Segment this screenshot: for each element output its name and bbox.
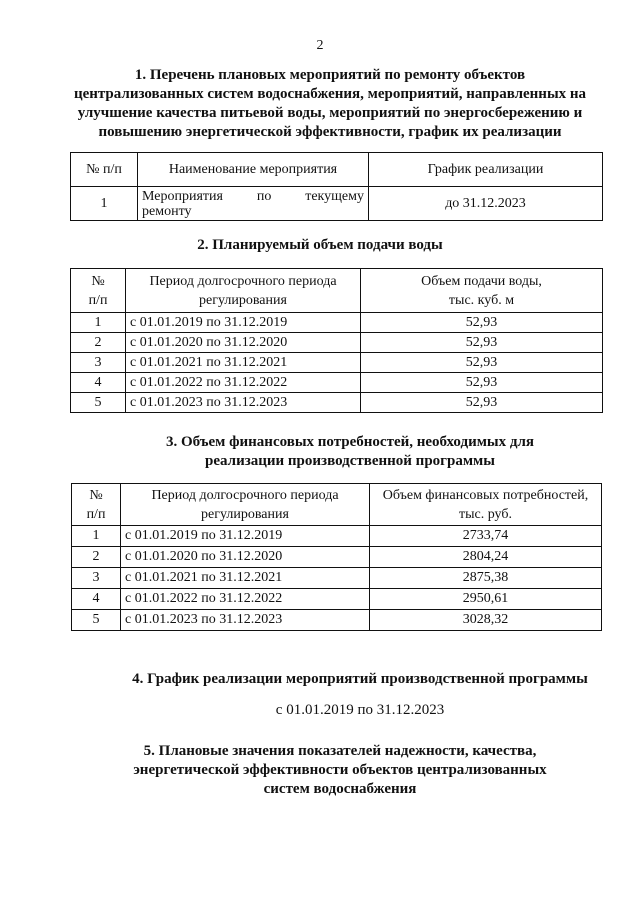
value: 52,93 (361, 373, 603, 393)
row-number: 2 (71, 333, 126, 353)
period: с 01.01.2022 по 31.12.2022 (126, 373, 361, 393)
row-number: 1 (71, 187, 138, 221)
table-header-row (71, 153, 603, 187)
period: с 01.01.2020 по 31.12.2020 (121, 547, 370, 568)
period: с 01.01.2023 по 31.12.2023 (126, 393, 361, 413)
header-line: Период долгосрочного периода (151, 487, 339, 503)
period: с 01.01.2020 по 31.12.2020 (126, 333, 361, 353)
value: 52,93 (361, 353, 603, 373)
activity-name-word: текущему (305, 188, 364, 204)
header-cell (370, 484, 602, 526)
table-row (72, 610, 602, 631)
section4-period: с 01.01.2019 по 31.12.2023 (275, 702, 445, 718)
period: с 01.01.2023 по 31.12.2023 (121, 610, 370, 631)
header-cell: Наименование мероприятия (138, 153, 369, 187)
table-row (71, 353, 603, 373)
section5-heading (70, 742, 610, 799)
header-line: п/п (86, 506, 106, 522)
header-line: тыс. куб. м (448, 292, 515, 308)
table-header-row (71, 269, 603, 313)
table-row (71, 313, 603, 333)
row-number: 3 (72, 568, 121, 589)
header-line: № (91, 273, 105, 289)
section5-heading-line: 5. Плановые значения показателей надежности, качества, (143, 743, 537, 759)
value: 52,93 (361, 313, 603, 333)
table-row (72, 568, 602, 589)
table-header-row (72, 484, 602, 526)
header-cell: № п/п (71, 153, 138, 187)
activity-name-word: по (256, 188, 272, 204)
section3-heading-line: реализации производственной программы (205, 453, 495, 469)
table-row (72, 526, 602, 547)
section1-heading-line: улучшение качества питьевой воды, мероприятий по энергосбережению и (77, 105, 583, 121)
header-line: регулирования (199, 292, 287, 308)
row-number: 3 (71, 353, 126, 373)
table-row (71, 373, 603, 393)
section3-heading (70, 433, 630, 471)
activities-table (70, 152, 603, 221)
value: 52,93 (361, 393, 603, 413)
section1-heading-line: централизованных систем водоснабжения, мероприятий, направленных на (73, 86, 587, 102)
section1-heading (60, 66, 600, 142)
period: с 01.01.2021 по 31.12.2021 (121, 568, 370, 589)
financial-needs-table (71, 483, 602, 631)
row-number: 2 (72, 547, 121, 568)
section1-heading-line: повышению энергетической эффективности, график их реализации (98, 124, 562, 140)
value: 3028,32 (370, 610, 602, 631)
header-cell (126, 269, 361, 313)
row-number: 5 (71, 393, 126, 413)
header-cell: График реализации (369, 153, 603, 187)
section4-heading: 4. График реализации мероприятий производственной программы (132, 671, 588, 687)
section1-heading-line: 1. Перечень плановых мероприятий по ремонту объектов (134, 67, 526, 83)
header-cell (361, 269, 603, 313)
table-row (71, 187, 603, 221)
page-number: 2 (316, 38, 324, 53)
value: 52,93 (361, 333, 603, 353)
header-cell (72, 484, 121, 526)
period: с 01.01.2022 по 31.12.2022 (121, 589, 370, 610)
section2-heading: 2. Планируемый объем подачи воды (197, 237, 443, 253)
header-cell (121, 484, 370, 526)
value: 2950,61 (370, 589, 602, 610)
header-line: тыс. руб. (459, 506, 512, 522)
header-line: Объем подачи воды, (421, 273, 542, 289)
row-number: 1 (72, 526, 121, 547)
header-line: регулирования (201, 506, 289, 522)
row-number: 4 (71, 373, 126, 393)
table-row (72, 547, 602, 568)
table-row (71, 333, 603, 353)
period: с 01.01.2019 по 31.12.2019 (126, 313, 361, 333)
table-row (71, 393, 603, 413)
activity-name-line2: ремонту (142, 203, 192, 219)
header-cell (71, 269, 126, 313)
section5-heading-line: энергетической эффективности объектов централизованных (133, 762, 547, 778)
header-line: Объем финансовых потребностей, (382, 487, 589, 503)
period: с 01.01.2021 по 31.12.2021 (126, 353, 361, 373)
header-line: Период долгосрочного периода (149, 273, 337, 289)
section3-heading-line: 3. Объем финансовых потребностей, необходимых для (165, 434, 535, 450)
row-number: 4 (72, 589, 121, 610)
activity-name-word: Мероприятия (142, 188, 223, 204)
table-row (72, 589, 602, 610)
schedule: до 31.12.2023 (369, 187, 603, 221)
value: 2875,38 (370, 568, 602, 589)
row-number: 1 (71, 313, 126, 333)
period: с 01.01.2019 по 31.12.2019 (121, 526, 370, 547)
row-number: 5 (72, 610, 121, 631)
section5-heading-line: систем водоснабжения (263, 781, 417, 797)
activity-name (138, 187, 369, 221)
water-supply-table (70, 268, 603, 413)
header-line: п/п (88, 292, 108, 308)
value: 2804,24 (370, 547, 602, 568)
header-line: № (89, 487, 103, 503)
value: 2733,74 (370, 526, 602, 547)
